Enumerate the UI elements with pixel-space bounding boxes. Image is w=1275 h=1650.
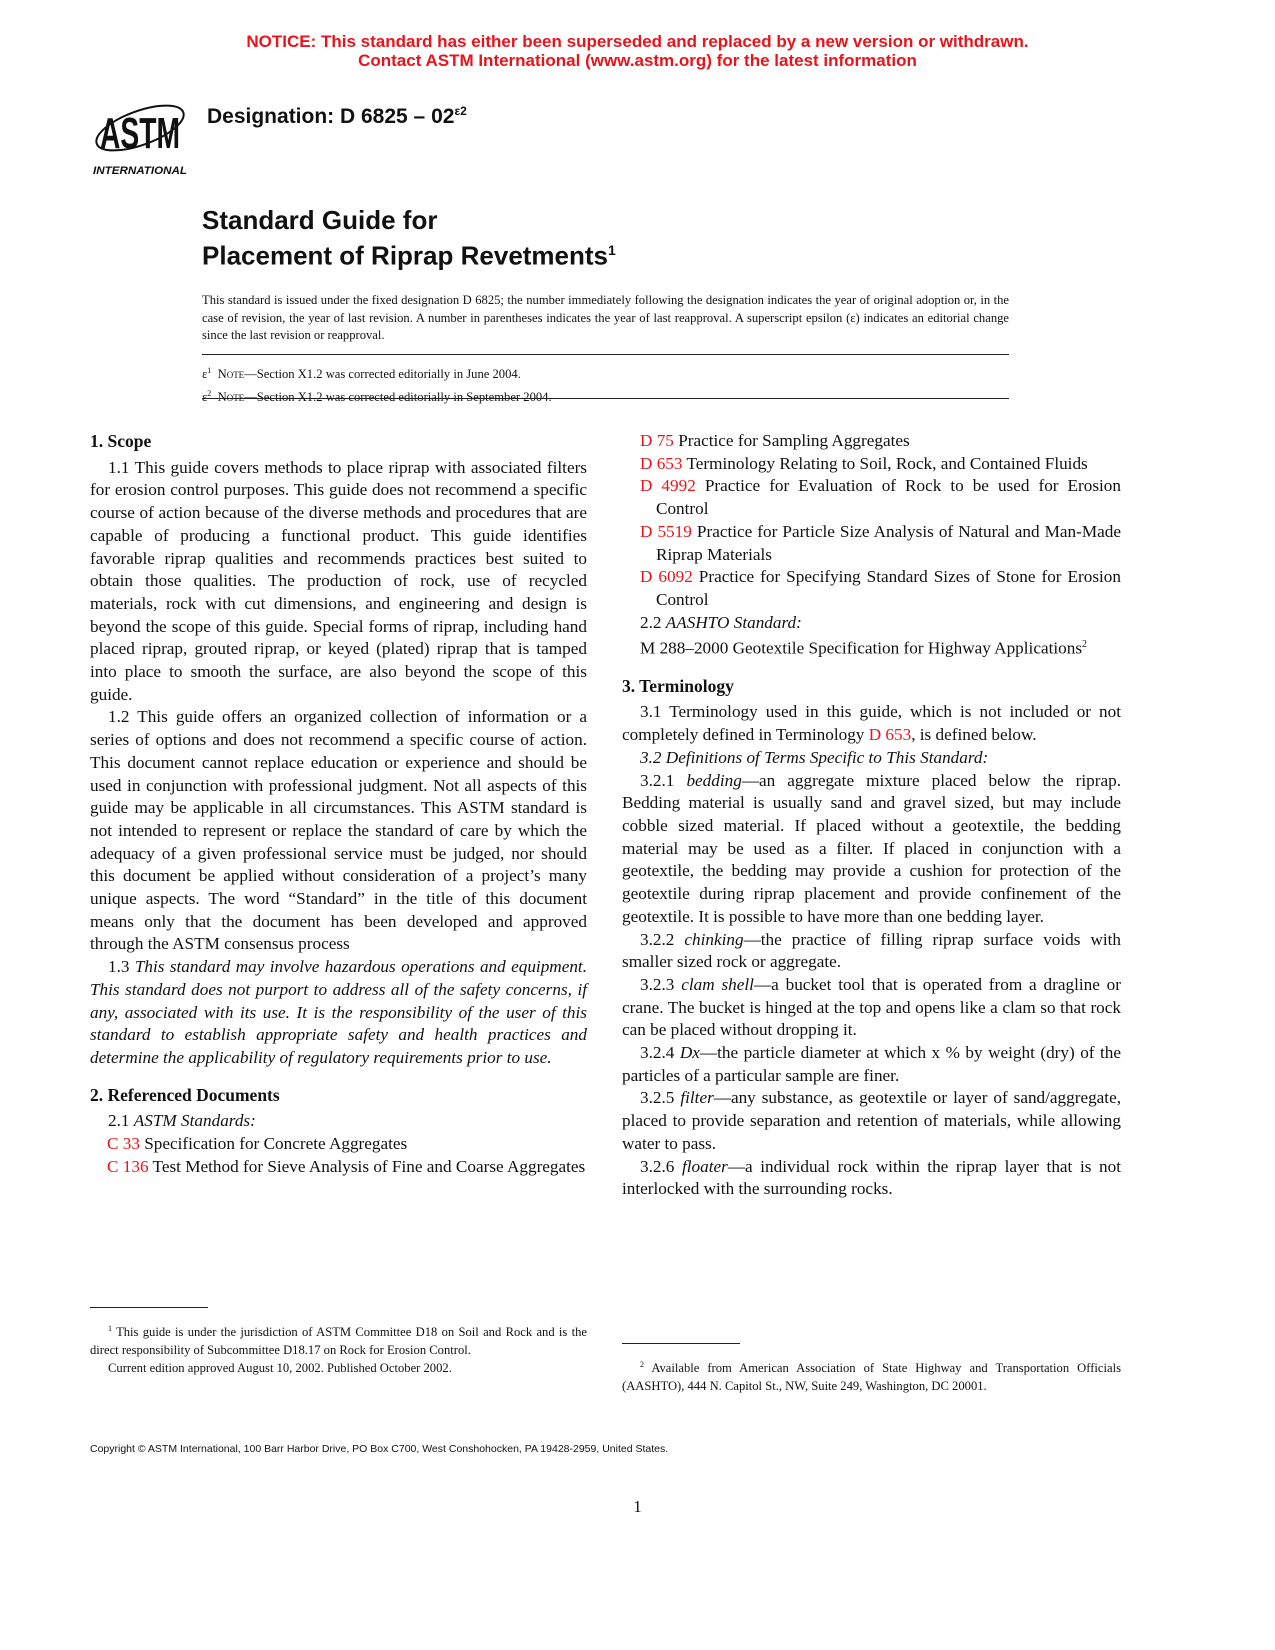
reference-item: D 4992 Practice for Evaluation of Rock to be used for Erosion Control [640, 476, 1121, 519]
designation: Designation: D $6825 - 02^{\varepsilon 2}$ [207, 104, 467, 128]
definition: 3.2.5 filter—any substance, as geotextile or layer of sand/aggregate, placed to provide separation and retention of materials, while allowing water to pass. [622, 1088, 1122, 1153]
paragraph: 1.2 This guide offers an organized collection of information or a series of options and does not recommend a specific course of action. This document cannot replace education or experience and should be used in conjunction with professional judgment. Not all aspects of this guide may be applicable in all circumstances. This ASTM standard is not intended to represent or replace the standard of care by which the adequacy of a given professional service must be judged, nor should this document be applied without consideration of a project’s many unique aspects. The word “Standard” in the title of this document means only that the document has been developed and approved through the ASTM consensus process [90, 707, 587, 954]
definition: 3.2.4 Dx—the particle diameter at which x % by weight (dry) of the particles of a particular sample are finer. [622, 1043, 1122, 1085]
reference-link[interactable]: C 33 [107, 1134, 140, 1154]
definition: 3.2.3 clam shell—a bucket tool that is operated from a dragline or crane. The bucket is hinged at the top and opens like a clam so that rock can be placed without dropping it. [622, 974, 1121, 1040]
copyright: Copyright © ASTM International, 100 Barr Harbor Drive, PO Box C700, West Conshohocken, PA 19428-2959, United States. [90, 1443, 669, 1455]
footnote-2: $^2$ Available from American Association of State Highway and Transportation Officials (AASHTO), 444 N. Capitol St., NW, Suite 249, Washington, DC 20001. [622, 1360, 1121, 1394]
reference-item: D 75 Practice for Sampling Aggregates [640, 431, 910, 450]
footnote-divider [90, 1307, 208, 1308]
astm-logo [92, 86, 188, 178]
paragraph: 3.1 Terminology used in this guide, which is not included or not completely defined in Terminology D 653, is defined below. [622, 702, 1121, 745]
reference-link[interactable]: D 5519 [640, 521, 692, 541]
paragraph: 1.3 This standard may involve hazardous operations and equipment. This standard does not purport to address all of the safety concerns, if any, associated with its use. It is the responsibility of the user of this standard to establish appropriate safety and health practices and determine the applicability of regulatory requirements prior to use. [90, 957, 588, 1067]
right-column [622, 430, 1121, 1201]
left-column [90, 430, 587, 1179]
editorial-notes [202, 361, 552, 407]
divider [202, 354, 1009, 355]
subsection: 2.1 ASTM Standards: [108, 1111, 256, 1131]
reference-item: M 288–2000 Geotextile Specification for Highway Applications$^2$ [640, 639, 1088, 659]
issuance-statement: This standard is issued under the fixed designation D 6825; the number immediately following the designation indicates the year of original adoption or, in the case of revision, the year of last revision. A number in parentheses indicates the year of last reapproval. A superscript epsilon (ε) indicates an editorial change since the last revision or reapproval. [202, 293, 1009, 342]
reference-item: D 6092 Practice for Specifying Standard Sizes of Stone for Erosion Control [640, 567, 1121, 609]
notice-line: NOTICE: This standard has either been superseded and replaced by a new version or withdrawn. [246, 32, 1029, 51]
paragraph: 1.1 This guide covers methods to place riprap with associated filters for erosion control purposes. This guide does not recommend a specific course of action because of the diverse methods and procedures that are capable of producing a functional product. This guide identifies favorable riprap qualities and recommends practices best suited to obtain those qualities. The production of rock, use of recycled materials, rock with cut dimensions, and engineering and design is beyond the scope of this guide. Special forms of riprap, including hand placed riprap, grouted riprap, or keyed (plated) riprap that is tamped into place to smooth the surface, are also beyond the scope of this guide. [90, 457, 587, 704]
subsection: 2.2 AASHTO Standard: [640, 612, 802, 632]
definition: 3.2.1 bedding—an aggregate mixture placed below the riprap. Bedding material is usually sand and gravel sized, but may include cobble sized material. If placed without a geotextile, the bedding material may be used as a filter. If placed in conjunction with a geotextile, the bedding may provide a cushion for protection of the geotextile during riprap placement and provide confinement of the geotextile. It is possible to have more than one bedding layer. [622, 770, 1121, 926]
reference-item: D 5519 Practice for Particle Size Analysis of Natural and Man-Made Riprap Materials [640, 521, 1122, 564]
divider [202, 398, 1009, 399]
reference-item: D 653 Terminology Relating to Soil, Rock, and Contained Fluids [640, 453, 1088, 473]
reference-link[interactable]: D 6092 [640, 567, 693, 587]
footnote-divider [622, 1343, 740, 1344]
notice-line: Contact ASTM International (www.astm.org) for the latest information [358, 51, 917, 70]
editorial-note: $\varepsilon^2$ Note—Section X1.2 was corrected editorially in September 2004. [202, 389, 552, 405]
svg-text:INTERNATIONAL: INTERNATIONAL [93, 165, 188, 177]
document-title: Standard Guide for Placement of Riprap Revetments$^1$ [202, 205, 616, 271]
withdrawal-notice [0, 32, 1275, 70]
reference-link[interactable]: D 653 [868, 725, 912, 745]
section-heading: 3. Terminology [622, 675, 734, 696]
page-number: 1 [633, 1497, 642, 1516]
reference-item: C 136 Test Method for Sieve Analysis of Fine and Coarse Aggregates [107, 1156, 586, 1176]
reference-link[interactable]: C 136 [107, 1156, 149, 1176]
reference-link[interactable]: D 4992 [640, 476, 696, 496]
section-heading: 2. Referenced Documents [90, 1084, 280, 1105]
editorial-note: $\varepsilon^1$ Note—Section X1.2 was corrected editorially in June 2004. [202, 366, 521, 382]
definition: 3.2.6 floater—a individual rock within the riprap layer that is not interlocked with the surrounding rocks. [622, 1156, 1121, 1199]
definition: 3.2.2 chinking—the practice of filling riprap surface voids with smaller sized rock or aggregate. [622, 929, 1121, 972]
reference-link[interactable]: D 653 [640, 453, 683, 473]
footnote-1: $^1$ This guide is under the jurisdiction of ASTM Committee D18 on Soil and Rock and is the direct responsibility of Subcommittee D18.17 on Rock for Erosion Control. Current edition approved August 10, 2002. Published October 2002. [90, 1324, 587, 1376]
reference-item: C 33 Specification for Concrete Aggregates [107, 1134, 408, 1154]
subsection: 3.2 Definitions of Terms Specific to This Standard: [640, 747, 989, 767]
svg-text:ASTM: ASTM [100, 109, 180, 158]
reference-link[interactable]: D 75 [640, 431, 674, 450]
section-heading: 1. Scope [90, 431, 152, 451]
